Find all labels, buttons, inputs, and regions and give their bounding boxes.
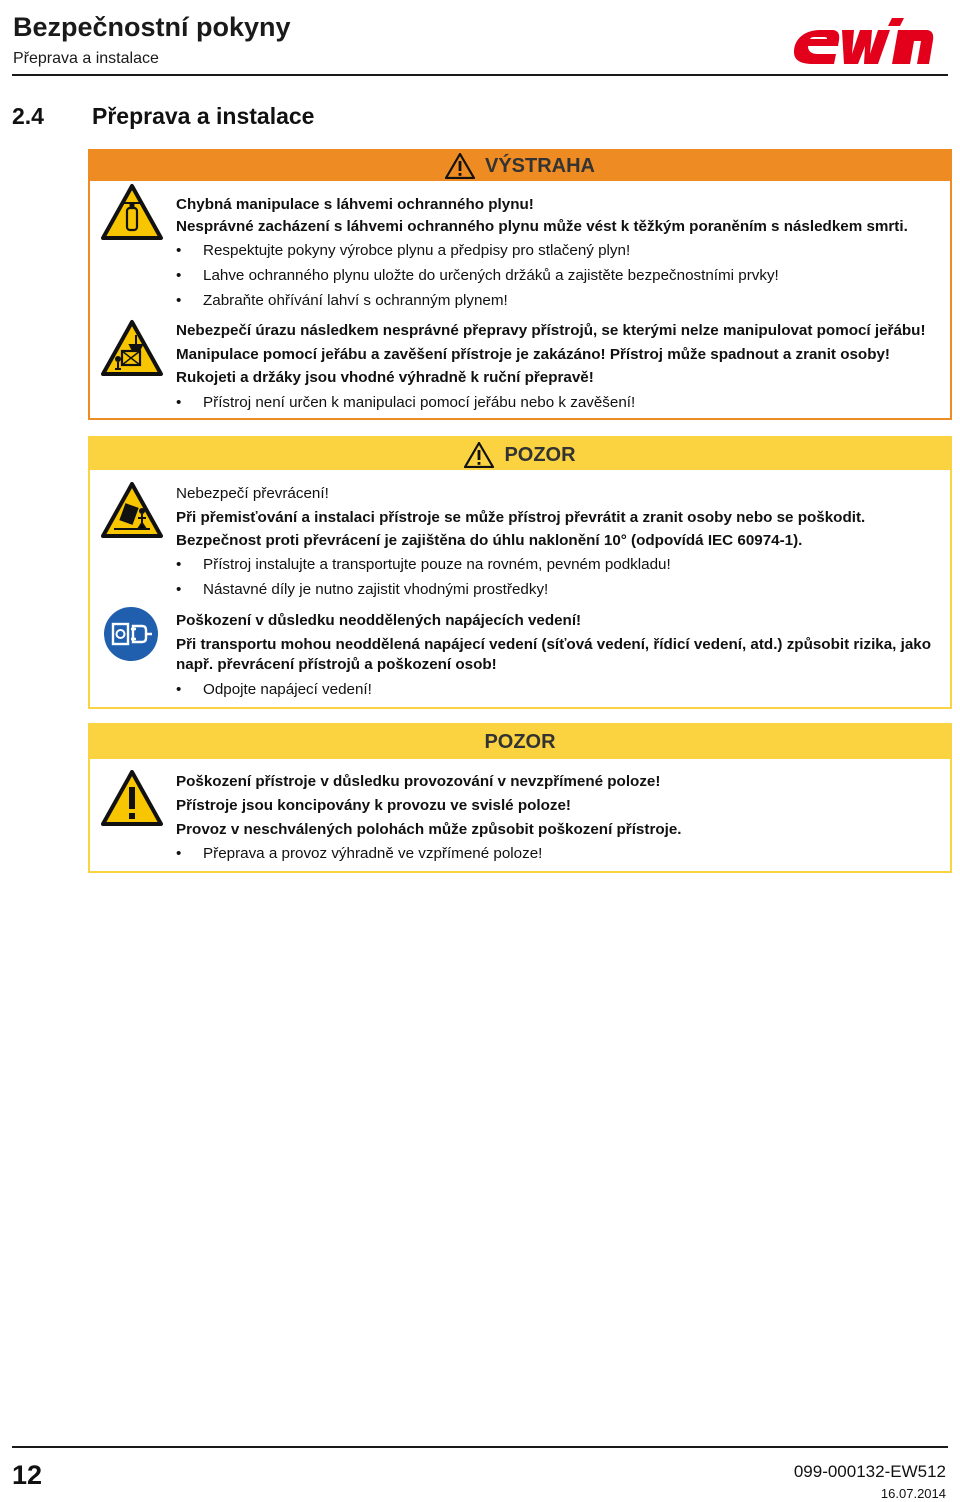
warning-heading: VÝSTRAHA: [484, 154, 595, 177]
caution-line-tipping: Nebezpečí převrácení!: [176, 485, 329, 502]
caution-box: [88, 436, 952, 709]
list-item: • Přístroj není určen k manipulaci pomocí jeřábu nebo k zavěšení!: [176, 394, 636, 411]
document-code: 099-000132-EW512: [793, 1462, 946, 1481]
section-heading: [12, 103, 314, 130]
caution-line-power-lines: Poškození v důsledku neoddělených napájecích vedení!: [176, 612, 582, 629]
caution-line-unapproved: Provoz v neschválených polohách může způsobit poškození přístroje.: [176, 821, 682, 838]
section-title: Přeprava a instalace: [92, 103, 315, 129]
warning-header: [90, 151, 950, 181]
tipping-hazard-warning-icon: [100, 481, 164, 544]
list-item: • Nástavné díly je nutno zajistit vhodnými prostředky!: [176, 581, 549, 598]
page-title: Bezpečnostní pokyny: [13, 12, 291, 42]
gas-cylinder-warning-icon: [100, 183, 164, 246]
caution-heading: POZOR: [484, 731, 556, 753]
warning-line-handles: Rukojeti a držáky jsou vhodné výhradně k ruční přepravě!: [176, 369, 594, 386]
list-item: • Odpojte napájecí vedení!: [176, 681, 372, 698]
header-divider: [12, 74, 948, 76]
caution-header: [90, 438, 950, 470]
footer-divider: [12, 1446, 948, 1448]
warning-line-crane-hazard: Nebezpečí úrazu následkem nesprávné přepravy přístrojů, se kterými nelze manipulovat pomocí jeřábu!: [176, 322, 926, 339]
list-item: • Zabraňte ohřívání lahví s ochranným plynem!: [176, 292, 508, 309]
suspended-load-warning-icon: [100, 319, 164, 382]
warning-triangle-icon: [445, 153, 475, 179]
caution-line-position: Poškození přístroje v důsledku provozování v nevzpřímené poloze!: [176, 773, 661, 790]
page-number: 12: [12, 1460, 43, 1490]
warning-box: [88, 149, 952, 420]
warning-triangle-icon: [464, 442, 494, 468]
page-subtitle: Přeprava a instalace: [13, 50, 159, 67]
list-item: • Přeprava a provoz výhradně ve vzpřímené poloze!: [176, 845, 543, 862]
list-item: • Přístroj instalujte a transportujte pouze na rovném, pevném podkladu!: [176, 556, 671, 573]
document-date: 16.07.2014: [880, 1486, 946, 1501]
disconnect-mains-plug-icon: [102, 605, 160, 668]
general-warning-icon: [100, 769, 164, 832]
ewm-logo: [792, 10, 934, 70]
caution-heading: POZOR: [504, 443, 576, 466]
warning-line-cylinder-handling: Chybná manipulace s láhvemi ochranného plynu!: [176, 196, 534, 213]
section-number: 2.4: [12, 103, 44, 129]
caution-line-power-lines-detail: Při transportu mohou neoddělená napájecí vedení (síťová vedení, řídicí vedení, atd.) způsobit rizika, jako např. převrácení přístrojů a poškození osob!: [176, 636, 932, 673]
list-item: • Respektujte pokyny výrobce plynu a předpisy pro stlačený plyn!: [176, 242, 631, 259]
list-item: • Lahve ochranného plynu uložte do určených držáků a zajistěte bezpečnostními prvky!: [176, 267, 779, 284]
caution-line-tilt-angle: Bezpečnost proti převrácení je zajištěna do úhlu naklonění 10° (odpovídá IEC 60974-1).: [176, 532, 803, 549]
caution-line-vertical: Přístroje jsou koncipovány k provozu ve svislé poloze!: [176, 797, 571, 814]
warning-line-cylinder-injury: Nesprávné zacházení s láhvemi ochranného plynu může vést k těžkým poraněním s následkem smrti.: [176, 218, 908, 235]
caution-line-tipping-detail: Při přemisťování a instalaci přístroje se může přístroj převrátit a zranit osoby nebo se poškodit.: [176, 509, 866, 526]
warning-line-crane-prohibited: Manipulace pomocí jeřábu a zavěšení přístroje je zakázáno! Přístroj může spadnout a zranit osoby!: [176, 346, 890, 363]
caution-header: [90, 725, 950, 759]
caution-box: [88, 723, 952, 873]
